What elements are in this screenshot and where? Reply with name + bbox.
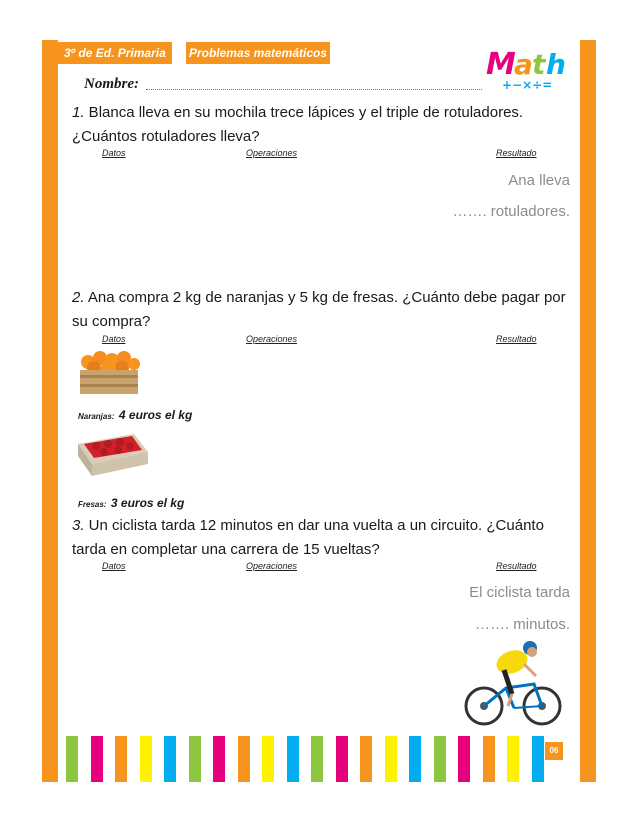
footer-stripe — [360, 736, 372, 782]
svg-text:M: M — [486, 47, 516, 82]
left-orange-border — [42, 40, 58, 782]
p1-operaciones-header: Operaciones — [246, 148, 298, 158]
footer-stripe — [91, 736, 103, 782]
problem-3-text: 3. Un ciclista tarda 12 minutos en dar una vuelta a un circuito. ¿Cuánto tarda en completar una carrera de 15 vueltas? — [72, 517, 544, 558]
footer-stripe — [189, 736, 201, 782]
cyclist-image — [462, 636, 562, 728]
p3-operaciones-header: Operaciones — [246, 561, 298, 571]
math-logo-graphic — [484, 42, 572, 92]
grade-tab-label: 3º de Ed. Primaria — [64, 46, 166, 60]
footer-stripe — [213, 736, 225, 782]
footer-stripe — [458, 736, 470, 782]
p1-resultado-header: Resultado — [496, 148, 537, 158]
footer-stripe — [385, 736, 397, 782]
p1-result-line1: Ana lleva — [508, 172, 570, 189]
problem-2-text: 2. Ana compra 2 kg de naranjas y 5 kg de fresas. ¿Cuánto debe pagar por su compra? — [72, 289, 566, 330]
footer-stripe — [483, 736, 495, 782]
p3-datos-header: Datos — [102, 561, 126, 571]
name-label: Nombre: — [84, 76, 139, 92]
footer-stripe — [287, 736, 299, 782]
svg-text:t: t — [532, 48, 546, 81]
footer-stripe — [66, 736, 78, 782]
strawberries-price: Fresas: 3 euros el kg — [78, 496, 185, 510]
strawberries-crate-image — [74, 426, 150, 482]
problem-1-text: 1. Blanca lleva en su mochila trece lápices y el triple de rotuladores. ¿Cuántos rotuladores lleva? — [72, 104, 524, 145]
subject-tab — [186, 42, 330, 64]
footer-stripe — [409, 736, 421, 782]
footer-stripe — [434, 736, 446, 782]
svg-text:+−×÷=: +−×÷= — [502, 78, 553, 92]
p1-datos-header: Datos — [102, 148, 126, 158]
subject-tab-label: Problemas matemáticos — [188, 46, 328, 60]
p1-result-line2: ……. rotuladores. — [452, 203, 570, 220]
p2-resultado-header: Resultado — [496, 334, 537, 344]
svg-text:h: h — [546, 48, 566, 81]
footer-stripe — [262, 736, 274, 782]
svg-text:a: a — [514, 48, 533, 81]
footer-stripe — [336, 736, 348, 782]
footer-stripe — [140, 736, 152, 782]
oranges-price: Naranjas: 4 euros el kg — [78, 408, 193, 422]
footer-stripe — [507, 736, 519, 782]
p3-resultado-header: Resultado — [496, 561, 537, 571]
footer-stripe — [164, 736, 176, 782]
oranges-crate-image — [76, 346, 142, 398]
p2-operaciones-header: Operaciones — [246, 334, 298, 344]
footer-stripe — [238, 736, 250, 782]
footer-stripe — [311, 736, 323, 782]
page-number: 06 — [545, 742, 563, 760]
p3-result-line2: ……. minutos. — [474, 616, 570, 633]
p2-datos-header: Datos — [102, 334, 126, 344]
grade-tab — [58, 42, 172, 64]
p3-result-line1: El ciclista tarda — [469, 584, 570, 601]
footer-stripe — [532, 736, 544, 782]
footer-stripe — [115, 736, 127, 782]
name-write-line[interactable] — [146, 88, 482, 90]
math-logo — [484, 42, 572, 92]
right-orange-border — [580, 40, 596, 782]
